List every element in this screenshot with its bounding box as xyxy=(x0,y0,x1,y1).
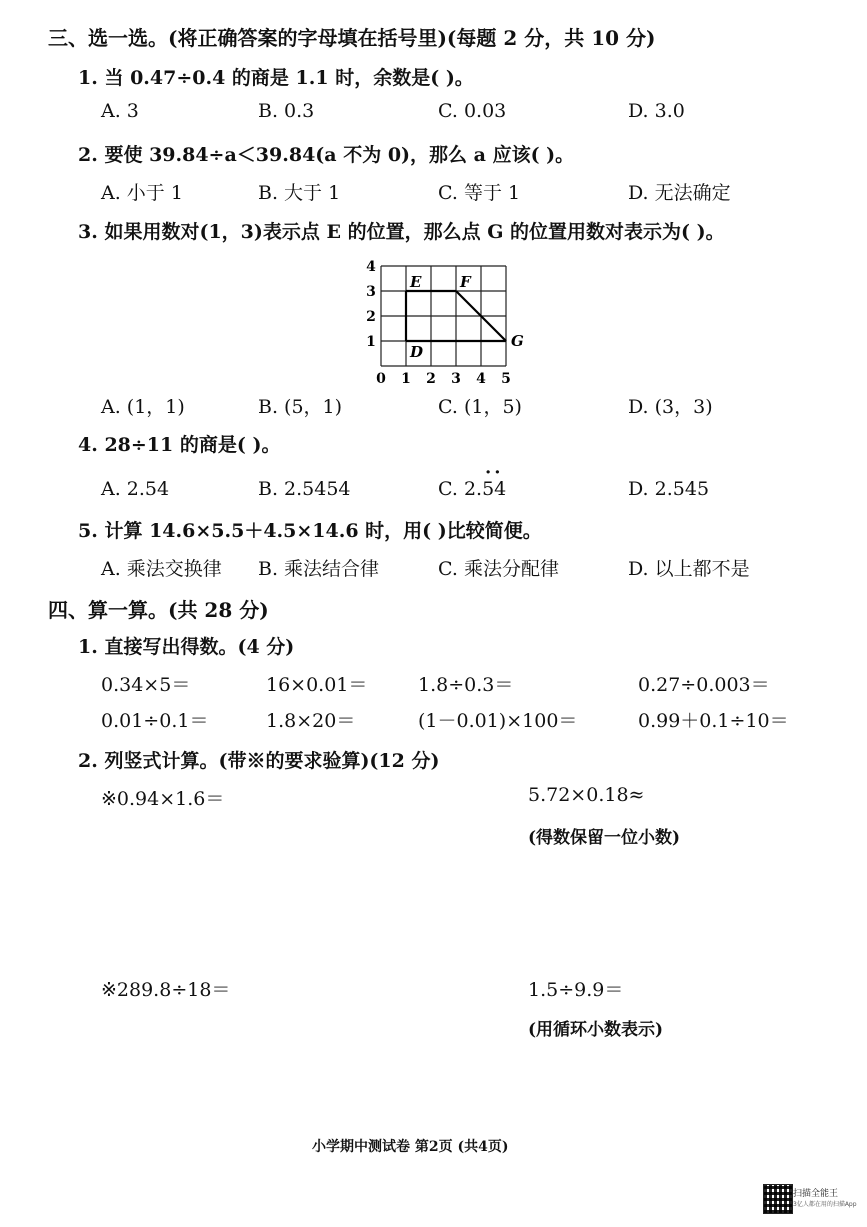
x-tick-label: 1 xyxy=(401,371,411,386)
q1-option-c: C. 0.03 xyxy=(438,100,507,122)
q1-option-b: B. 0.3 xyxy=(258,100,315,122)
calc-item: 0.34×5＝ xyxy=(101,674,191,696)
q4-option-d: D. 2.545 xyxy=(628,478,710,500)
coordinate-grid xyxy=(355,254,535,386)
vertical-calc-item: 5.72×0.18≈ xyxy=(528,784,645,806)
x-tick-label: 5 xyxy=(501,371,511,386)
q2-option-d: D. 无法确定 xyxy=(628,182,731,204)
q5-option-d: D. 以上都不是 xyxy=(628,558,750,580)
part2-title: 2. 列竖式计算。(带※的要求验算)(12 分) xyxy=(78,750,440,772)
q3-option-d: D. (3，3) xyxy=(628,396,713,418)
part1-title: 1. 直接写出得数。(4 分) xyxy=(78,636,295,658)
y-tick-label: 1 xyxy=(366,334,376,350)
q5-option-b: B. 乘法结合律 xyxy=(258,558,380,580)
page-footer: 小学期中测试卷 第2页 (共4页) xyxy=(312,1139,509,1155)
y-tick-label: 2 xyxy=(366,309,376,325)
scanner-brand-sub: 3亿人都在用的扫描App xyxy=(793,1201,857,1208)
q5-option-a: A. 乘法交换律 xyxy=(101,558,222,580)
calc-item: 1.8÷0.3＝ xyxy=(418,674,514,696)
x-tick-label: 3 xyxy=(451,371,461,386)
point-label: F xyxy=(460,273,471,291)
calc-item: (1－0.01)×100＝ xyxy=(418,710,578,732)
question-3-stem: 3. 如果用数对(1，3)表示点 E 的位置，那么点 G 的位置用数对表示为( )。 xyxy=(78,221,725,243)
calc-note: (得数保留一位小数) xyxy=(528,828,681,848)
vertical-calc-item: ※0.94×1.6＝ xyxy=(101,788,225,810)
calc-note: (用循环小数表示) xyxy=(528,1020,664,1040)
section4-title: 四、算一算。(共 28 分) xyxy=(48,598,269,622)
q2-option-c: C. 等于 1 xyxy=(438,182,521,204)
q2-option-a: A. 小于 1 xyxy=(101,182,183,204)
point-label: E xyxy=(410,273,422,291)
calc-item: 16×0.01＝ xyxy=(266,674,368,696)
scanner-brand-name: 扫描全能王 xyxy=(793,1189,839,1199)
question-5-stem: 5. 计算 14.6×5.5＋4.5×14.6 时，用( )比较简便。 xyxy=(78,520,542,542)
q4-option-c: C. 2.54 xyxy=(438,478,507,500)
x-tick-label: 0 xyxy=(376,371,386,386)
calc-item: 0.01÷0.1＝ xyxy=(101,710,209,732)
question-4-stem: 4. 28÷11 的商是( )。 xyxy=(78,434,281,456)
point-label: G xyxy=(511,332,524,350)
q1-option-a: A. 3 xyxy=(101,100,139,122)
y-tick-label: 4 xyxy=(366,259,376,275)
question-2-stem: 2. 要使 39.84÷a＜39.84(a 不为 0)，那么 a 应该( )。 xyxy=(78,144,575,166)
q3-option-c: C. (1，5) xyxy=(438,396,522,418)
calc-item: 1.8×20＝ xyxy=(266,710,356,732)
q3-option-b: B. (5，1) xyxy=(258,396,343,418)
point-label: D xyxy=(410,343,424,361)
x-tick-label: 2 xyxy=(426,371,436,386)
section3-title: 三、选一选。(将正确答案的字母填在括号里)(每题 2 分，共 10 分) xyxy=(48,26,656,50)
q2-option-b: B. 大于 1 xyxy=(258,182,341,204)
calc-item: 0.99＋0.1÷10＝ xyxy=(638,710,789,732)
question-1-stem: 1. 当 0.47÷0.4 的商是 1.1 时，余数是( )。 xyxy=(78,67,474,89)
qr-code-icon xyxy=(763,1184,793,1214)
q1-option-d: D. 3.0 xyxy=(628,100,685,122)
q4-option-b: B. 2.5454 xyxy=(258,478,351,500)
scanner-watermark xyxy=(793,1186,857,1208)
vertical-calc-item: ※289.8÷18＝ xyxy=(101,979,231,1001)
y-tick-label: 3 xyxy=(366,284,376,300)
q3-option-a: A. (1，1) xyxy=(101,396,185,418)
calc-item: 0.27÷0.003＝ xyxy=(638,674,770,696)
q4-option-a: A. 2.54 xyxy=(101,478,170,500)
x-tick-label: 4 xyxy=(476,371,486,386)
repeating-decimal-dots: ·· xyxy=(485,462,504,483)
vertical-calc-item: 1.5÷9.9＝ xyxy=(528,979,624,1001)
q5-option-c: C. 乘法分配律 xyxy=(438,558,559,580)
